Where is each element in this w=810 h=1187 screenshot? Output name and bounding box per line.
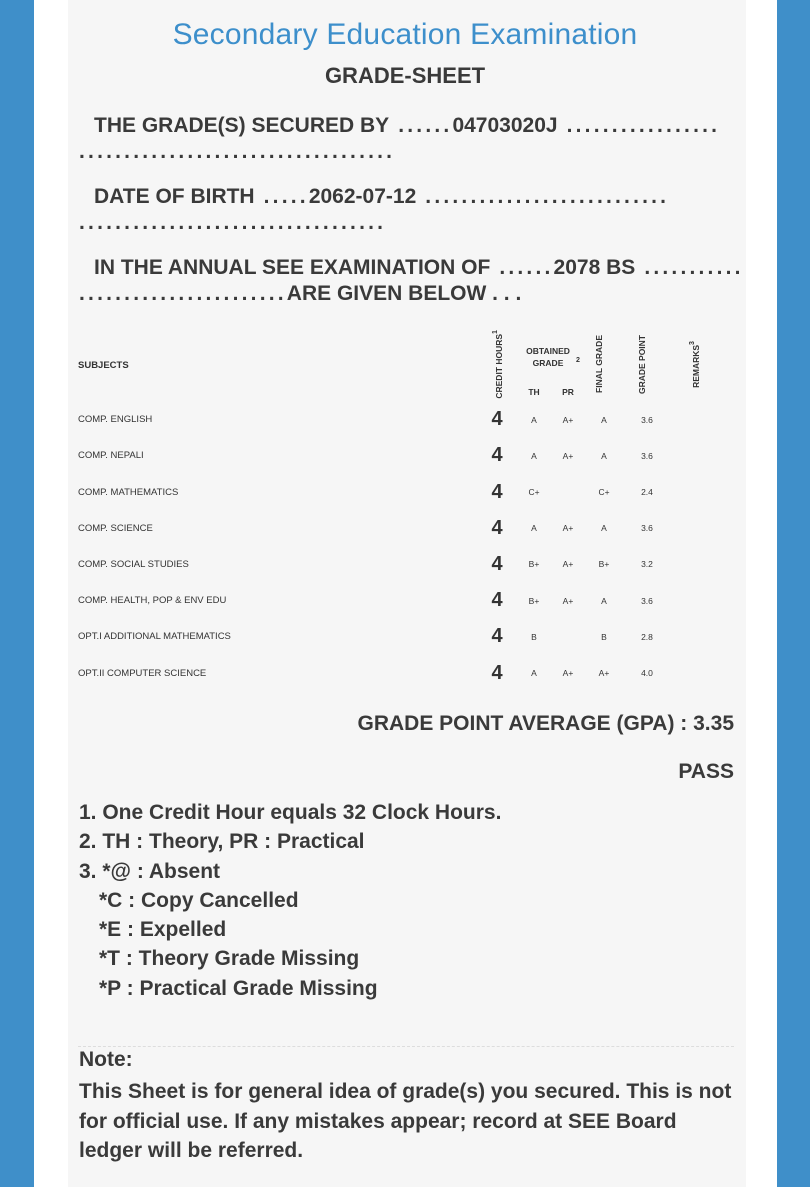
th-grade-cell: A: [531, 523, 537, 534]
final-grade-header: FINAL GRADE: [594, 335, 604, 394]
table-row: [78, 546, 718, 582]
table-row: [78, 474, 718, 510]
remarks-cell: [670, 546, 718, 582]
result-status: PASS: [678, 760, 734, 783]
pr-grade-cell: A+: [562, 414, 574, 425]
grade-point-cell: 2.4: [641, 487, 653, 498]
final-grade-cell: A: [601, 595, 607, 606]
remarks-cell: [670, 402, 718, 438]
credit-hours-cell: 4: [491, 589, 503, 612]
subject-cell: OPT.I ADDITIONAL MATHEMATICS: [78, 631, 231, 643]
credit-hours-cell: 4: [491, 408, 503, 431]
dob-line: DATE OF BIRTH .....2062-07-12 ...........................: [94, 185, 670, 208]
th-grade-cell: A: [531, 414, 537, 425]
subject-cell: COMP. MATHEMATICS: [78, 486, 179, 498]
remarks-cell: [670, 583, 718, 619]
divider: [78, 1046, 734, 1047]
pr-grade-cell: [552, 474, 584, 510]
grade-point-cell: 3.6: [641, 523, 653, 534]
obtained-grade-header: OBTAINED GRADE $^2$: [526, 345, 580, 368]
credit-hours-cell: 4: [491, 661, 503, 684]
th-grade-cell: A: [531, 450, 537, 461]
table-row: [78, 655, 718, 691]
gpa-summary: GRADE POINT AVERAGE (GPA) : 3.35: [357, 712, 734, 735]
final-grade-cell: B: [601, 631, 607, 642]
footnote-item: *C : Copy Cancelled: [99, 888, 299, 912]
pr-grade-cell: [552, 619, 584, 655]
subjects-header: SUBJECTS: [78, 360, 129, 372]
date-of-birth: 2062-07-12: [308, 185, 417, 208]
final-grade-cell: A: [601, 523, 607, 534]
secured-by-line: THE GRADE(S) SECURED BY ......04703020J .................: [94, 114, 721, 137]
grade-point-cell: 3.6: [641, 595, 653, 606]
pr-grade-cell: A+: [562, 595, 574, 606]
table-row: [78, 619, 718, 655]
remarks-cell: [670, 619, 718, 655]
subject-cell: COMP. ENGLISH: [78, 414, 153, 426]
grade-point-header: GRADE POINT: [637, 334, 647, 394]
table-row: [78, 402, 718, 438]
footnote-item: *T : Theory Grade Missing: [99, 947, 360, 971]
pr-grade-cell: A+: [562, 450, 574, 461]
sheet-subtitle: GRADE-SHEET: [324, 63, 486, 88]
subject-cell: COMP. SCIENCE: [78, 522, 153, 534]
remarks-cell: [670, 655, 718, 691]
final-grade-cell: B+: [598, 559, 610, 570]
table-row: [78, 510, 718, 546]
remarks-cell: [670, 474, 718, 510]
remarks-header: REMARKS$^3$: [687, 340, 701, 388]
given-below-text: ARE GIVEN BELOW . . .: [286, 282, 522, 305]
pr-grade-cell: A+: [562, 523, 574, 534]
final-grade-cell: C+: [598, 487, 610, 498]
given-below-line: .......................ARE GIVEN BELOW . . .: [79, 282, 522, 305]
dob-label: DATE OF BIRTH: [94, 185, 255, 208]
exam-title: Secondary Education Examination: [172, 18, 638, 51]
pr-header: PR: [562, 387, 574, 398]
secured-by-label: THE GRADE(S) SECURED BY: [94, 114, 390, 137]
th-grade-cell: B+: [528, 559, 540, 570]
table-row: [78, 583, 718, 619]
footnote-item: *E : Expelled: [99, 918, 227, 942]
grade-point-cell: 3.6: [641, 414, 653, 425]
dotted-filler: ...................................: [79, 140, 396, 163]
credit-hours-cell: 4: [491, 552, 503, 575]
grades-table: [78, 330, 718, 691]
pr-grade-cell: A+: [562, 668, 574, 679]
remarks-cell: [670, 510, 718, 546]
remarks-cell: [670, 438, 718, 474]
th-grade-cell: C+: [528, 487, 540, 498]
credit-hours-cell: 4: [491, 625, 503, 648]
footnote-item: 1. One Credit Hour equals 32 Clock Hours.: [79, 801, 502, 824]
grade-point-cell: 3.2: [641, 559, 653, 570]
final-grade-cell: A: [601, 450, 607, 461]
exam-year: 2078 BS: [553, 256, 636, 279]
note-heading: Note:: [79, 1048, 133, 1071]
exam-line: IN THE ANNUAL SEE EXAMINATION OF ......2078 BS ...........: [94, 256, 744, 279]
pr-grade-cell: A+: [562, 559, 574, 570]
final-grade-cell: A+: [598, 668, 610, 679]
symbol-number: 04703020J: [452, 114, 558, 137]
th-header: TH: [528, 387, 540, 398]
footnote-item: *P : Practical Grade Missing: [99, 976, 378, 1000]
dotted-filler: ..................................: [79, 211, 387, 234]
th-grade-cell: B: [531, 631, 537, 642]
grade-point-cell: 2.8: [641, 631, 653, 642]
exam-label: IN THE ANNUAL SEE EXAMINATION OF: [94, 256, 491, 279]
note-body: This Sheet is for general idea of grade(s) you secured. This is not for official use. If any mistakes appear; record at SEE Board ledger will be referred.: [79, 1080, 732, 1162]
credit-hours-cell: 4: [491, 480, 503, 503]
subject-cell: COMP. SOCIAL STUDIES: [78, 558, 189, 570]
grade-point-cell: 4.0: [641, 668, 653, 679]
final-grade-cell: A: [601, 414, 607, 425]
subject-cell: COMP. HEALTH, POP & ENV EDU: [78, 595, 227, 607]
grade-point-cell: 3.6: [641, 450, 653, 461]
subject-cell: OPT.II COMPUTER SCIENCE: [78, 667, 207, 679]
footnote-item: 2. TH : Theory, PR : Practical: [79, 830, 365, 854]
credit-hours-cell: 4: [491, 516, 503, 539]
table-row: [78, 438, 718, 474]
footnotes: [79, 798, 501, 1003]
subject-cell: COMP. NEPALI: [78, 450, 144, 462]
credit-hours-cell: 4: [491, 444, 503, 467]
footnote-item: 3. *@ : Absent: [79, 859, 221, 883]
th-grade-cell: A: [531, 668, 537, 679]
credit-hours-header: CREDIT HOURS$^1$: [490, 330, 504, 399]
th-grade-cell: B+: [528, 595, 540, 606]
